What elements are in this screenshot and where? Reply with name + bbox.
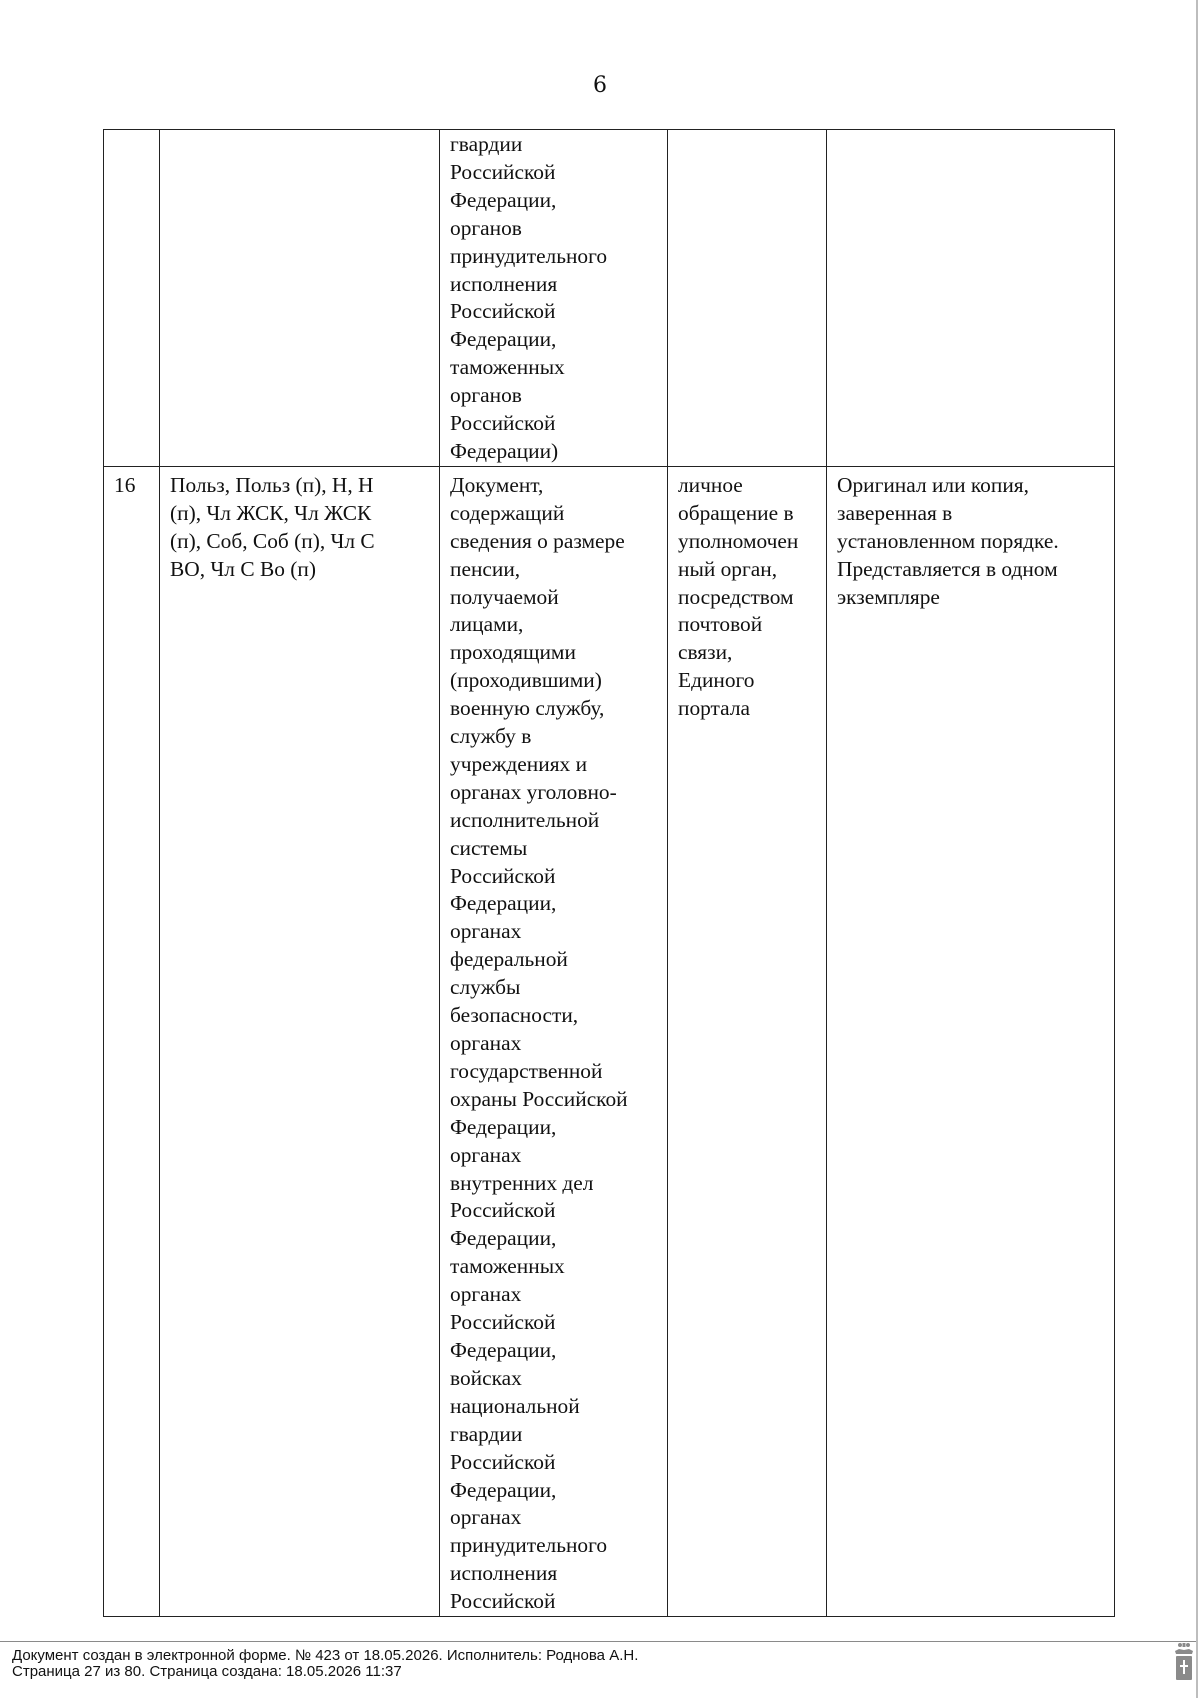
- footer-line-page-info: Страница 27 из 80. Страница создана: 18.05.2026 11:37: [12, 1663, 402, 1680]
- cell-requirements: [827, 130, 1115, 467]
- cell-document-name: Документ, содержащий сведения о размере пенсии, получаемой лицами, проходящими (проходившими) военную службу, службу в учреждениях и органах уголовно- исполнительной системы Российской Федерации, органах федеральной службы безопасности, органах государственной охраны Российской Федерации, органах внутренних дел Российской Федерации, таможенных органах Российской Федерации, войсках национальной гвардии Российской Федерации, органах принудительного исполнения Российской: [440, 466, 668, 1616]
- cell-number: [104, 130, 160, 467]
- coat-of-arms-icon: [1173, 1642, 1195, 1682]
- table-row: [104, 466, 1115, 1616]
- document-footer: [12, 1648, 638, 1680]
- page-edge-rule: [1196, 0, 1198, 1698]
- cell-applicant-categories: Польз, Польз (п), Н, Н (п), Чл ЖСК, Чл ЖСК (п), Соб, Соб (п), Чл С ВО, Чл С Во (п): [160, 466, 440, 1616]
- cell-number: 16: [104, 466, 160, 1616]
- cell-submission-method: личное обращение в уполномочен ный орган, посредством почтовой связи, Единого портала: [668, 466, 827, 1616]
- cell-applicant-categories: [160, 130, 440, 467]
- footer-line-document-info: Документ создан в электронной форме. № 423 от 18.05.2026. Исполнитель: Роднова А.Н.: [12, 1647, 639, 1664]
- cell-document-name: гвардии Российской Федерации, органов принудительного исполнения Российской Федерации, таможенных органов Российской Федерации): [440, 130, 668, 467]
- footer-divider: [0, 1641, 1196, 1642]
- cell-requirements: Оригинал или копия, заверенная в установленном порядке. Представляется в одном экземпляре: [827, 466, 1115, 1616]
- cell-submission-method: [668, 130, 827, 467]
- documents-table: [103, 129, 1115, 1617]
- table-row: [104, 130, 1115, 467]
- page-number: 6: [593, 73, 607, 98]
